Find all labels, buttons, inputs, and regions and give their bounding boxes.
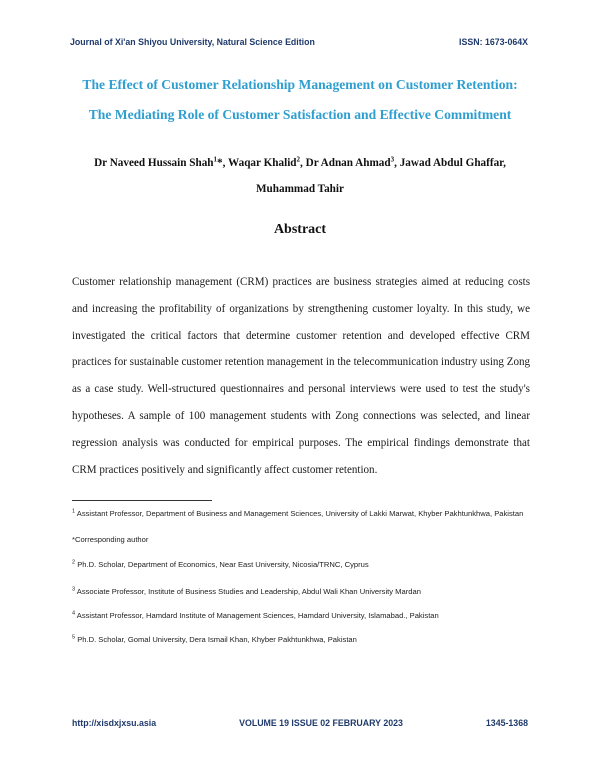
journal-url[interactable]: http://xisdxjxsu.asia (72, 718, 157, 728)
journal-name: Journal of Xi'an Shiyou University, Natural Science Edition (70, 37, 315, 47)
footnote-4-text: Assistant Professor, Hamdard Institute of Management Sciences, Hamdard University, Islamabad., Pakistan (76, 611, 439, 620)
footnote-2-number: 2 (72, 559, 76, 566)
footnote-5-text: Ph.D. Scholar, Gomal University, Dera Ismail Khan, Khyber Pakhtunkhwa, Pakistan (77, 635, 357, 644)
abstract-heading: Abstract (273, 222, 327, 237)
title-line-2: The Mediating Role of Customer Satisfaction and Effective Commitment (88, 107, 512, 122)
author-list (60, 150, 540, 202)
author-line-2 (60, 176, 540, 202)
footnote-1 (72, 508, 530, 520)
author-2: Waqar Khalid (228, 157, 297, 169)
running-header (70, 37, 528, 47)
footnote-4 (72, 610, 530, 622)
volume-issue: VOLUME 19 ISSUE 02 FEBRUARY 2023 (239, 718, 403, 728)
footnote-4-number: 4 (72, 610, 76, 617)
author-3-affiliation: 3 (390, 155, 395, 164)
corresponding-author-note: *Corresponding author (72, 535, 149, 544)
author-1-affiliation: 1 (213, 155, 218, 164)
footnote-2-text: Ph.D. Scholar, Department of Economics, Near East University, Nicosia/TRNC, Cyprus (77, 560, 369, 569)
author-1: Dr Naveed Hussain Shah (94, 157, 214, 169)
footnote-5 (72, 634, 530, 646)
issn: ISSN: 1673-064X (459, 37, 528, 47)
title-line-1: The Effect of Customer Relationship Management on Customer Retention: (82, 77, 518, 92)
author-4: Jawad Abdul Ghaffar, (399, 157, 506, 169)
corresponding-mark: * (217, 157, 223, 169)
paper-title (50, 70, 550, 130)
abstract-text: Customer relationship management (CRM) practices are business strategies aimed at reducing costs and increasing the profitability of organizations by strengthening customer loyalty. In this study, we investigated the critical factors that determine customer retention and developed effective CRM practices for sustainable customer retention management in the telecommunication industry using Zong as a case study. Well-structured questionnaires and personal interviews were used to test the study's hypotheses. A sample of 100 management students with Zong connections was selected, and linear regression analysis was conducted for empirical purposes. The empirical findings demonstrate that CRM practices positively and significantly affect customer retention. (72, 276, 531, 476)
author-line-1: Dr Naveed Hussain Shah$^1$*, Waqar Khalid$^2$, Dr Adnan Ahmad$^3$, Jawad Abdul Ghaffar, (94, 155, 506, 169)
footnote-2 (72, 559, 530, 571)
author-2-affiliation: 2 (296, 155, 301, 164)
footnote-1-number: 1 (72, 508, 76, 515)
footnote-divider (72, 500, 212, 501)
footnote-1-text: Assistant Professor, Department of Business and Management Sciences, University of Lakki Marwat, Khyber Pakhtunkhwa, Pakistan (76, 509, 524, 518)
running-footer (72, 718, 528, 728)
author-5: Muhammad Tahir (256, 183, 344, 195)
footnote-3-text: Associate Professor, Institute of Business Studies and Leadership, Abdul Wali Khan University Mardan (76, 587, 421, 596)
footnote-5-number: 5 (72, 634, 76, 641)
page-range: 1345-1368 (485, 718, 528, 728)
footnote-3 (72, 586, 530, 598)
author-3: Dr Adnan Ahmad (305, 157, 391, 169)
footnotes (72, 508, 530, 646)
footnote-3-number: 3 (72, 586, 76, 593)
